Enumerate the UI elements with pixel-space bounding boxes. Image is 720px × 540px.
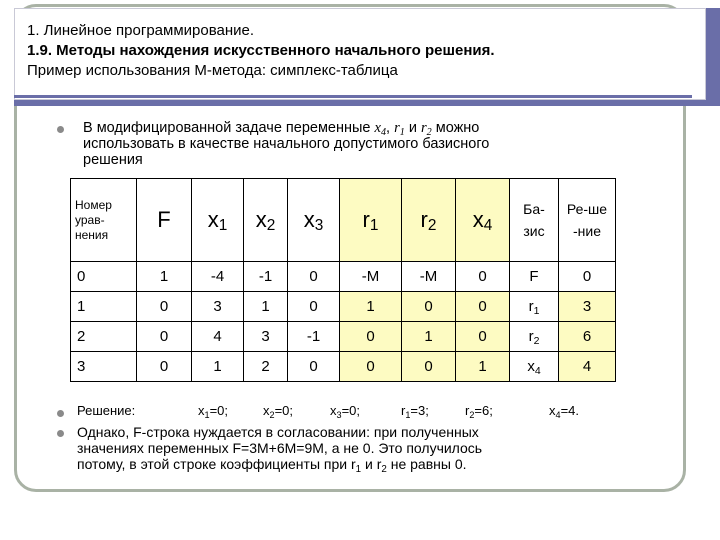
solution-x3: $x_3=0$; [330, 403, 360, 420]
var-r1: $r_1$ [394, 120, 405, 138]
note-paragraph [77, 424, 483, 475]
basis-cell: $r_2$ [510, 322, 559, 352]
coefficient-cell: -1 [244, 262, 288, 292]
solution-cell: 6 [559, 322, 616, 352]
bullet-icon [57, 430, 64, 437]
coefficient-cell: 0 [456, 322, 510, 352]
coefficient-cell: 1 [192, 352, 244, 382]
intro-line-1 [83, 120, 489, 136]
coefficient-cell: 3 [192, 292, 244, 322]
solution-x4: $x_4=4$. [549, 403, 579, 420]
intro-text-b: можно [431, 120, 480, 136]
header-line-2: 1.9. Методы нахождения искусственного начального решения. [27, 42, 495, 59]
solution-cell: 4 [559, 352, 616, 382]
coefficient-cell: -1 [288, 322, 340, 352]
solution-r2: $r_2=6$; [465, 403, 493, 420]
solution-label: Решение: [77, 403, 136, 418]
header-line-1: 1. Линейное программирование. [27, 22, 255, 39]
var-x4: $x_4$ [374, 120, 387, 138]
table-row [71, 262, 616, 292]
table-row [71, 292, 616, 322]
intro-paragraph [83, 120, 489, 168]
note-line-3: потому, в этой строке коэффициенты при $r_1$ и $r_2$ не равны 0. [77, 456, 467, 475]
intro-text-a: В модифицированной задаче переменные [83, 120, 375, 136]
row-number-cell: 2 [71, 322, 137, 352]
header-underline [14, 95, 692, 98]
coefficient-cell: 0 [456, 292, 510, 322]
coefficient-cell: 1 [340, 292, 402, 322]
coefficient-cell: 0 [402, 352, 456, 382]
basis-cell: $r_1$ [510, 292, 559, 322]
basis-cell: $x_4$ [510, 352, 559, 382]
coefficient-cell: 0 [340, 322, 402, 352]
table-row [71, 322, 616, 352]
bullet-icon [57, 410, 64, 417]
table-header-row [71, 179, 616, 262]
coefficient-cell: 0 [288, 352, 340, 382]
solution-x1: $x_1=0$; [198, 403, 228, 420]
coefficient-cell: 0 [137, 322, 192, 352]
coefficient-cell: 0 [456, 262, 510, 292]
col-header-x1: $x_1$ [192, 179, 244, 262]
and-text: и [404, 120, 421, 136]
col-header-x2: $x_2$ [244, 179, 288, 262]
header-line-3: Пример использования М-метода: симплекс-таблица [27, 62, 398, 79]
solution-r1: $r_1=3$; [401, 403, 429, 420]
coefficient-cell: 3 [244, 322, 288, 352]
solution-x2: $x_2=0$; [263, 403, 293, 420]
slide-header [14, 8, 720, 106]
solution-cell: 0 [559, 262, 616, 292]
coefficient-cell: 1 [244, 292, 288, 322]
coefficient-cell: 0 [137, 352, 192, 382]
coefficient-cell: 0 [402, 292, 456, 322]
coefficient-cell: -M [340, 262, 402, 292]
col-header-solution: Ре-ше -ние [559, 179, 616, 262]
intro-line-2: использовать в качестве начального допустимого базисного [83, 136, 490, 152]
coefficient-cell: 0 [340, 352, 402, 382]
coefficient-cell: 1 [456, 352, 510, 382]
coefficient-cell: 1 [402, 322, 456, 352]
coefficient-cell: 4 [192, 322, 244, 352]
coefficient-cell: -M [402, 262, 456, 292]
var-r2: $r_2$ [420, 120, 432, 138]
solution-cell: 3 [559, 292, 616, 322]
row-number-cell: 0 [71, 262, 137, 292]
coefficient-cell: 2 [244, 352, 288, 382]
col-header-F: F [137, 179, 192, 262]
coefficient-cell: 0 [288, 262, 340, 292]
col-header-r1: $r_1$ [340, 179, 402, 262]
header-panel [14, 8, 706, 100]
coefficient-cell: 0 [288, 292, 340, 322]
col-header-x3: $x_3$ [288, 179, 340, 262]
coefficient-cell: 1 [137, 262, 192, 292]
row-number-cell: 1 [71, 292, 137, 322]
coefficient-cell: 0 [137, 292, 192, 322]
coefficient-cell: -4 [192, 262, 244, 292]
note-line-1: Однако, F-строка нуждается в согласовании: при полученных [77, 424, 479, 440]
bullet-icon [57, 126, 64, 133]
table-row [71, 352, 616, 382]
col-header-r2: $r_2$ [402, 179, 456, 262]
simplex-table [70, 178, 616, 382]
comma: , [386, 120, 395, 136]
note-line-2: значениях переменных F=3M+6M=9M, а не 0. Это получилось [77, 440, 483, 456]
basis-cell: F [510, 262, 559, 292]
row-number-header: Номер урав- нения [71, 179, 137, 262]
row-number-cell: 3 [71, 352, 137, 382]
intro-line-3: решения [83, 152, 143, 168]
col-header-x4: $x_4$ [456, 179, 510, 262]
col-header-basis: Ба- зис [510, 179, 559, 262]
